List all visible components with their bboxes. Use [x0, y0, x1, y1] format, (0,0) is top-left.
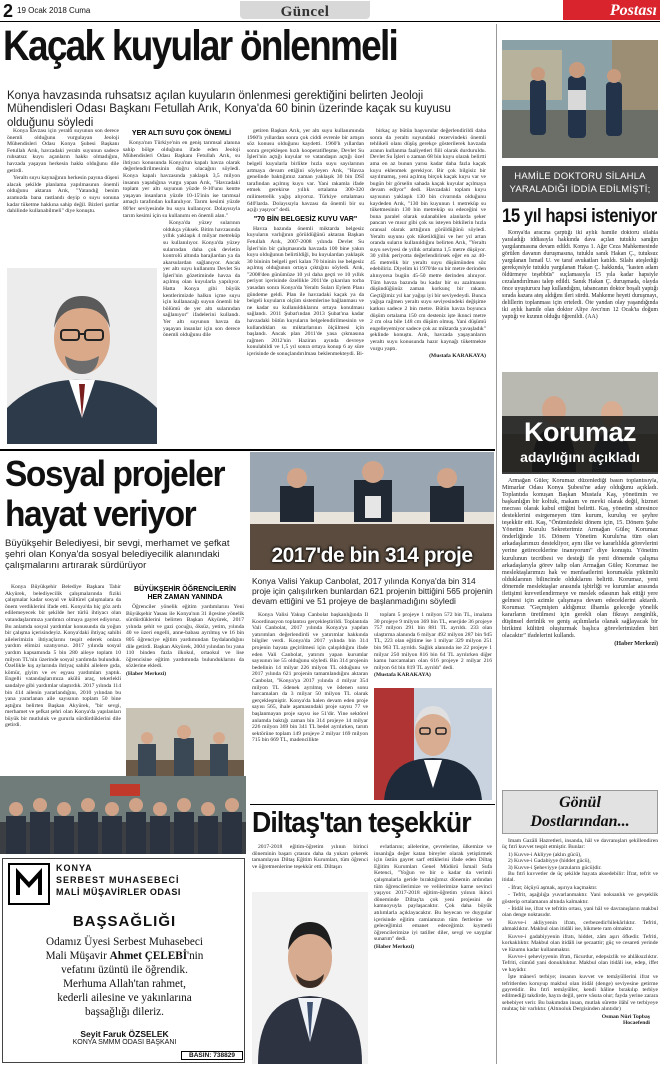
body-column-3 [247, 128, 364, 444]
paragraph: evlatlarını; ailelerine, çevrelerine, ülkemize ve insanlığa değer katan bireyler olarak yetiştirmek için üstün gayret sarf ettiklerini ifade eden Diltaş Eğitim Kurumları Genel Müdürü İsmail Sufa Ketenci, "Yoğun ve bir o kadar da verimli çalışmalarla geride bıraktığımız dönemin ardından tüm öğrencilerimize ve velilerimize karne sevinci yaşıyor. 2017-2018 eğitim-öğretim yılının ikinci döneminde Diltaş'ta çok yeni projesini de kamuoyuyla paylaşacaktır. Çok daha büyük atılımlarla açıklayacaktır. Bu heyecan ve duygular içerisinde eğitim camiamızın tüm fertlerine ve geleceğimizi emanet edeceğimiz kıymetli öğrencilerimize iyi tatiller diler, sevgi ve saygılar sunarım" dedi. [374, 844, 492, 943]
paragraph: Kuvve-i şeheviyyenin ifratı, fücurdur, edepsizlik ve ahlâksızlıktır. Tefriti, cümûd yani donukluktur. Makbul olan itidâli ise, edep, iffet ve hayâdır. [502, 953, 658, 973]
body-column-2 [123, 128, 240, 444]
column-divider [496, 24, 497, 1064]
paragraph: Konya havzası için yeraltı suyunun son derece önemli olduğunu vurgulayan Jeoloji Mühendisleri Odası Konya Şubesi Başkanı Fetullah Arık, havzadaki yeraltı suyunun sadece ruhsatsız kuyu açanların hakkı olmadığını, havzada yaşayan herkesin hakkı olduğunu dile getirdi. [7, 128, 119, 174]
portrait-photo [374, 688, 492, 800]
notice-body [3, 935, 245, 1019]
obituary-ad [2, 858, 245, 1063]
headline: Kaçak kuyular önlenmeli [3, 24, 398, 70]
list-item: 1) Kuvve-i Akliyye (aklın gücü), [508, 851, 582, 858]
story-diltas [250, 806, 494, 1064]
org-line-3: MALİ MÜŞAVİRLER ODASI [56, 887, 181, 897]
news-photo [502, 40, 658, 158]
column-title-1: Gönül [559, 794, 601, 811]
section-divider [250, 804, 495, 805]
notice-line-2 [3, 949, 245, 963]
notice-line-3: vefatını üzüntü ile öğrendik. [61, 964, 188, 976]
body [502, 230, 658, 370]
org-line-2: SERBEST MUHASEBECİ [56, 875, 180, 885]
paragraph: Konya'da aracına çarptığı iki aylık hamile doktoru silahla yaraladığı iddiasıyla hakkında dava açılan tutuklu sanığın yargılanmasına devam edildi. Konya 1. Ağır Ceza Mahkemesinde görülen davanın duruşmasına, tutuklu sanık Hakan Ç., tutuksuz yargılanan İsmail U. ve taraf avukatları katıldı. Silahı ateşlediği gerekçesiyle tutuklu yargılanan Hakan Ç. hakkında, "kasten adam öldürmeye teşebbüs" suçlamasıyla 15 yıla kadar hapsiyle cezalandırılması talep edildi. Sanık Hakan Ç. duruşmada, olayda önce uyuşturucu hap kullandığını, tabancanın doktor boşalt yaptığı sırada kazara ateş aldığını ileri sürdü. Mahkeme heyeti duruşmayı, delillerin toplanması için erteledi. Öte yandan olay yaşandığında iki aylık hamile olan doktor Aliye Avcı'nın 12 Ocak'ta doğum yaptığı ve kızının olduğu öğrenildi. (AA) [502, 230, 658, 320]
body-column-1 [252, 844, 368, 888]
paragraph: Bu fıtrî kuvvetler de üç şekilde hayata aksedebilir: İfrat, tefrit ve itidal. [502, 871, 658, 884]
paragraph: Kuvve-i gadabiyyenin ifratı, hiddet, zâm aşırı öfkedir. Tefriti, korkaklıktır. Makbul olan itidâli ise şecaattir; güç ve cesareti yerinde ve lüzumu kadar kullanmaktır. [502, 933, 658, 953]
notice-line-4: Merhuma Allah'tan rahmet, [63, 978, 186, 990]
author-title: Hocaefendi [622, 1019, 650, 1026]
body-column-4 [370, 128, 486, 444]
byline: (Haber Merkezi) [614, 641, 658, 648]
body-column-2 [374, 844, 492, 1064]
byline: (Mustafa KARAKAYA) [429, 353, 486, 360]
byline: (Haber Merkezi) [126, 670, 167, 677]
paragraph: Konya Valisi Yakup Canbolat başkanlığında İl Koordinasyon toplantısı gerçekleştirildi. Toplantıda Vali Canbolat, 2017 yılında Konya'ya yapılan yatırımları değerlendirdi ve yatırımlar hakkında bilgiler verdi. Konya'da 2017 yılında bin 314 projenin hayata geçirilmesi için çalışıldığını ifade eden Vali Canbolat, yatırım yapan kurumlar sayısının ise 55 olduğunu söyledi. Bin 314 projenin bedelinin 14 milyar 226 milyon TL olduğunu ve 2017 yılında 621 projenin tamamlandığını aktaran Canbolat, "Konya'ya 2017 yılında 4 milyar 354 milyon TL ödenek ayrılmış ve ödenen sonu harcamaları da 3 milyar 50 milyon TL olarak gerçekleşmiştir. Konya'da halen devam eden proje sayısı 565, ihale aşamasındaki proje sayısı 77 ve başlanmayan proje sayısı ise 51'dir. Yine sektörel anlamda baktığı zaman bin 314 projeye 14 milyar 226 milyon 369 bin 341 TL bedel ayrılırken, tarım sektörüne toplam 149 projeye 2 milyar 169 milyon 715 bin 669 TL, madencilikte [252, 612, 368, 744]
story-kacak-kuyular [0, 24, 488, 444]
deck: Büyükşehir Belediyesi, bir sevgi, merhamet ve şefkat şehri olan Konya'da sosyal belediyecilik alanındaki çalışmalarını artırarak sürdürüyor [5, 538, 230, 571]
students-photo [0, 776, 246, 854]
byline: (Haber Merkezi) [374, 943, 415, 950]
column-title-2: Dostlarından... [530, 813, 630, 830]
paragraph: - İfrat; ölçüyü aşmak, aşırıya kaçmaktır. [508, 884, 598, 891]
signer-name: Seyit Faruk ÖZSELEK [80, 1029, 169, 1039]
list-item: 2) Kuvve-i Gadabiyye (hiddet gücü), [508, 858, 591, 865]
photo-caption: 2017'de bin 314 proje [271, 544, 473, 567]
body-column-2 [126, 584, 244, 704]
paragraph: - Tefrit, aşağılığa yuvarlanmaktır. Yani noksanlık ve gevşeklik gösterip ortalamanın altında kalmaktır. [502, 892, 658, 905]
byline: (Mustafa KARAKAYA) [374, 672, 431, 679]
headline: Korumaz [523, 417, 636, 447]
subheading: BÜYÜKŞEHİR ÖĞRENCİLERİN HER ZAMAN YANINDA [134, 586, 236, 601]
kicker-banner [502, 166, 658, 202]
section-divider [0, 449, 495, 451]
notice-line-2-prefix: Mali Müşavir [45, 950, 107, 962]
header-rule [0, 21, 660, 22]
subheadline: adaylığını açıkladı [520, 449, 640, 465]
body-column-1 [7, 128, 119, 268]
notice-title: BAŞSAĞLIĞI [72, 913, 177, 930]
paragraph: Armağan Güleç Korumaz düzenlediği basın toplantısıyla, Mimarlar Odası Konya Şubesi'ne aday olduğunu açıkladı. Toplantıda konuşan Başkan Mustafa Kaş, yönetimin ve başkanlığın bir koltuk, makam ve mevki olarak değil, hizmet mecrası olarak kabul ettiğini belirtti. Kaş, yönetim süresince desteklerini esirgemeyen tüm kurum, kuruluş ve şeyhre teşekkür etti. Kaş, "Önümüzdeki dönem için, 15. Dönem Şube Yönetim Kurulu Sekreterimiz Armağan Güleç Korumaz önderliğinde 16. Dönem Yönetim Kurulu'na tüm olan arkadaşlarımızı destekliyor, aynı ilke ve kararlılıkla görevlerini yerine getireceklerine inanıyorum" diye konuştu. Yönetim kurulunun tecrübesi ve desteği ile yeni dönemde çalışma arkadaşlarıyla görev talip olan Armağan Güleç Korumaz ise meslektaşlarımızı hak ve menfaatlerini korumakla yükümlü olduklarının bilincinde olduklarını belirtti. Korumaz, yeni dönemde meslektaşlar arasında işbirliği ve kurumlar arasında iletişimi kuvvetlendirmeye ve meslek odasının hak ettiği yere gelmesi için azimle çalışmaya devam edeceklerini aktardı. Korumaz "Geçmişten aldığımız ilhamla geleceğe yönelik kararların üretilmesi için gerekli olan fikrayı zenginlik, düşünsel derinlik ve geniş açılımlarla olanak sağlayacak bir birikimi kültürü oluşturmak başlıca görevlerimizden biri olacaktır" ifadelerini kullandı. [502, 478, 658, 640]
body [502, 478, 658, 786]
headline: Diltaş'tan teşekkür [252, 807, 471, 839]
section-title: Güncel [280, 4, 330, 20]
deck: Konya Valisi Yakup Canbolat, 2017 yılında Konya'da bin 314 proje için çalışılırken bunlardan 621 projenin bittiğini 565 projenin devam ettiğini ve 51 projeye de başlanmadığını söyledi [252, 576, 493, 606]
column-gonul-dostlarindan [502, 790, 658, 1064]
deceased-name: Ahmet ÇELEBİ [109, 950, 188, 962]
org-line-1: KONYA [56, 863, 93, 873]
org-header [8, 863, 240, 905]
paragraph: İşte mânevî terbiye; insanın kuvvet ve temâyüllerini ifrat ve tefritlerden koruyup makbul olan itidâl (denge) seviyesine getirme gayretidir. Bu fıtrî temâyüller, kendi hâline bırakılıp terbiye edilmediği takdirde, hayra değil, şerre vâsıta olur; fayda yerine zarara sebebiyet verir. Bu bakımdan insan, mutlak sûrette ilâhî ve terbiyeye muhtaç bir varlıktır. (Altınoluk Dergisinden alıntıdır) [502, 974, 658, 1013]
paragraph: Konya Büyükşehir Belediye Başkanı Tahir Akyürek, belediyecilik çalışmalarında fiziki çalışmalar kadar sosyal ve kültürel çalışmalara da önem verdiklerini ifade etti. Konya'da hiç göz ardı edilemeyecek bir şekilde her türlü ihtiyacı olan vatandaşlarımıza yardımcı olmaya gayret ediyoruz. Bu anlamda sosyal yardımlar konusunda da yoğun bir çalışma içerisindeyiz. Konya'daki ihtiyaç sahibi ailelerimizin ihtiyaçlarını tespit ederek onlara yardım elimizi uzatıyoruz. 2017 yılında sosyal yardım kapsamında 5 bin 280 aileye toplam 10 milyon TL'nin üzerinde sosyal yardımda bulunduk. Özellikle kış aylarında ihtiyaç sahibi ailelere gıda, kömür, giyim ve ev eşyası yardımları yaptık. Engelli vatandaşlarımıza akülü araç, tekerlekli sandalye gibi yardımlar ulaştırdık. 2017 yılında 114 bin 414 ailenin yararlandığını, 2010 yılından bu yana yararlanan aile sayısının toplam 50 bine aştığını belirten Başkan Akyürek, "bir sevgi, merhamet ve şefkat şehri olan Konya'da yapılanları büyük bir mutluluk ve gururla sürdürdüklerini dile getirdi. [5, 584, 121, 729]
author: Osman Nûri Topbaş [601, 1013, 650, 1020]
paragraph: birkaç ay bütün başvurular değerlendirildi daha sonra da yeraltı suyundaki rezervindeki önemli tehlikeli olanı düşüş gerekçe gösterilerek havzada aranın kullanma faaliyetleri fiili olarak durduruldu. Devlet Su İşleri o zaman 68 bin kuyu olarak belirtti ama en az bunun yarısı kadar daha fazla kaçak kuyu eklenmek gerekiyor. Bir çok bilgisiz bir sayılmamış, yeni açılmış birçok kaçak kuyu var ve bugün bir görselin sahada kaçak kuyular açılmaya devam ediyor" dedi. Havzadaki toplam kuyu sayısının yaklaşık 130 bin civarında olduğunu kaydeden Arık, "130 bin kuyunun 1 metreküp su tüketmesinin 130 bin metreküp su edeceğini ve buna paralel olarak sulanabilen alanlarda şeker pancarı ve mısır gibi çok su isteyen bitkilerin hızla oransal olarak arttığının görüldüğünü söyledi. Yeraltı suyunu çok tüketildiğini ve her yıl artan oranda suların kullanıldığını belirten Arık, "Yeraltı suyu seviyesi de yıllık ortalama 1,5 metre düşüyor. 30 yıllık periyotta değerlendirirsek eğer en az 40-45 metrelik bir yeraltı suyu düşümünden söz edebiliriz. Diyelim ki 1970'de su bir metre derinden alınıyorsa bugün 45-50 metre derinden alınıyor. Tüm havza bazında bu kadar bir su azalmasını düşündüğünüz zaman korkunç bir rakam. Geçtiğimiz yıl kar yağışı iyi bir seviyedeydi. Bunca yağışa rağmen yeraltı suyu seviyesindeki değişime katkısı sadece 2 bin metre. Bütün havza boyunca düşüm ortalama 150 cm desteniz işte iknnci metre 2 cm olsa bile 148 cm düşüm olmuş. Yani düşümü engelleyemiyor sadece çok az miktarda yavaşladık" şeklinde konuştu. Arık, havzada yaşayanların yeraltı suyu konusunda hazır kaynağı tüketmekte vurgu yaptı. [370, 128, 486, 352]
body-column-2 [374, 612, 492, 682]
signer-title: KONYA SMMM ODASI BAŞKANI [72, 1039, 177, 1046]
notice-line-5: kederli ailesine ve yakınlarına [57, 992, 192, 1004]
column-title-box [502, 790, 658, 834]
section-tab [240, 1, 370, 19]
paragraph: getiren Başkan Arık, yer altı suyu kullanımında 1960'lı yıllardan sonra çok ciddi evrenle bir artışın söz konusu olduğunu kaydetti. 1960'lı yıllardan sonra gerçekleşen hızlı kooperatifleşme, Devlet Su İşleri'nin açtığı kuyular ve vatandaşın açtığı özel belgeli kuyularla birlikte hızla suyu sayılarının artmaya devam ettiğini söyleyen Arık, "Havza genelinde baktığımız zaman yaklaşık 30 bin DSİ tarafından açılmış kuyu var. Yani rakamla ifade etmek gerekirse yıllık ortalama 300-320 milimetrelik yağış alıyoruz. Türkiye ortalaması 640'larda. Dolayısıyla havzası da önemli bir su açığı yaşıyor" dedi. [247, 128, 364, 214]
notice-line-2-suffix: 'nin [187, 950, 204, 962]
basin-number: BASIN: 738829 [181, 1051, 243, 1060]
org-logo [8, 863, 50, 905]
story-korumaz [502, 372, 658, 786]
paragraph: İmam Gazâli Hazretleri, insanda, hâl ve davranışları şekillendiren üç fıtrî kuvvet tespit etmiştir. Bunlar: [502, 838, 658, 851]
column-body [502, 838, 658, 1064]
paragraph: Öğrenciler yönelik eğitim yardımlarını Yeni Büyükşehir Yasası ile Konya'nın 31 ilçesine yönelik sürdürdüklerini belirten Başkan Akyürek, 2017 yılında şehit ve gazi çocuğu, öksüz, yetim, yılında 40 ve üzeri engelli, anne-babası ayrılmış ve 16 bin 805 öğrenciye eğitim yardımından faydalandığını dile getirdi. Başkan Akyürek, 2004 yılından bu yana 110 binden fazla ilkokul, ortaokul ve lise öğrencisine eğitim yardımında bulunduklarını da sözlerine ekledi. [126, 604, 244, 670]
headline-box [502, 416, 658, 474]
subheading: "70 BİN BELGESİZ KUYU VAR" [253, 215, 358, 223]
portrait-photo [252, 892, 368, 1064]
paragraph: Kuvve-i akliyyenin ifratı, cerbezedir/hilekârlıktır. Tefriti, ahmaklıktır. Makbul olan itidâli ise, hikmete ram olmaktır. [502, 919, 658, 933]
headline: 15 yıl hapsi isteniyor [502, 206, 657, 227]
notice-line-6: başsağlığı dileriz. [85, 1006, 164, 1018]
paragraph: Konya'da yüzey sularının oldukça yüksek. Bitim havzasında yıllık yaklaşık 4 milyar metreküp su kullanılıyor. Konya'da yüzey sularından daha çok devletin kontrolü altında barajlardan ya da akarsulardan sağlanıyor. Ancak yer altı suyu kullanımı Devlet Su İşleri'nin gözetiminde havza da açılmış olan kuyularla yapılıyor. Hatta Konya gibi büyük kentlerimizde halkın içme suyu için kullanacağı suyun önemli bir bölümü de yer altı sularından sağlanıyor" ifadelerini kullandı. Yer altı suyunun havza da yaşayan insanlar için son derece önemli olduğunu dile [163, 220, 240, 339]
headline: Sosyal projeler hayat veriyor [5, 453, 225, 534]
list-item: 3) Kuvve-i Şeheviyye (arzuların gücü)dir. [508, 864, 602, 871]
deck: Konya havzasında ruhsatsız açılan kuyuların önlenmesi gerektiğini belirten Jeoloji Mühendisleri Odası Başkanı Fetullah Arık, Konya'da 60 binin üzerinde kaçak su kuyusu olduğunu söyledi [7, 90, 451, 129]
paragraph: - İtidâl ise, ifrat ve tefritin ortası, yani hâl ve davranışların makbul olan denge noktasıdır. [502, 906, 658, 919]
subheading: YER ALTI SUYU ÇOK ÖNEMLİ [131, 130, 232, 137]
masthead-bar [0, 0, 660, 22]
story-15-yil-hapsi [502, 40, 658, 370]
page-number: 2 [3, 1, 14, 21]
logo-text: Postası [609, 2, 657, 19]
page-date: 19 Ocak 2018 Cuma [17, 6, 91, 15]
paragraph: 2017-2018 eğitim-öğretim yılının birinci döneminin başarı çıtasını daha da yukarı çekerek tamamlayan Diltaş Eğitim Kurumları, tüm öğrenci ve öğretmenlerine teşekkür etti. Diltaşın [252, 844, 368, 870]
body-column-1 [252, 612, 368, 802]
paragraph: Yeraltı suyu kaynağının herkesin payına düşeni alacak şekilde planlama yapılmasının önemli olduğunu aktaran Arık, "Yatandığ benim aramızda bana rastlandı deyip o suyu sonuna kadar tüketme hakkına sahip değil. Bizleri şartlar dahilinde kullanabilmeli" diye konuştu. [7, 175, 119, 215]
kicker-line-1: HAMİLE DOKTORU SİLAHLA [514, 171, 646, 182]
newspaper-logo [563, 0, 660, 20]
kicker-line-2: YARALADIĞI İDDİA EDİLMİŞTİ; [509, 184, 651, 195]
paragraph: Konya'nın Türkiye'nin en geniş tarımsal alanına sahip bölge olduğunu ifade eden Jeoloji Mühendisleri Odası Başkanı Fetullah Arık, su ihtiyacı konusunda Konya'nın kapalı havza olarak değerlendirilmesinin doğru olacağını söyledi. Konya kapalı havzasında yaklaşık 3,5 milyon insanın yaşadığına vurgu yapan Arık, "Havzadaki toplam yer altı suyunun yüzde 8-10'unu kentte yaşayan insanların yüzde 10-15'inin ise tarımsal amaçlı tarafından kullanılıyor. Tarım kesimi yüzde 80'ler seviyesinde bu suyu kullanıyor. Dolayısıyla tarım kesimi için su kullanımı en önemli alan." [123, 140, 240, 219]
notice-line-1: Odamız Üyesi Serbest Muhasebeci [46, 936, 203, 948]
story-bin-314-proje [250, 452, 494, 802]
paragraph: toplam 5 projeye 1 milyon 572 bin TL, imalatta 30 projeye 9 milyon 369 bin TL, enerjide 36 projeye 757 milyon 291 bin 881 TL ayrıldı. 233 olan ulaştırma alanında 6 milyar 492 milyon 287 bin 945 TL, 223 olan eğitime ise 1 milyar 329 milyon 251 bin 963 TL ayrıldı. Sağlık alanında ise 22 projeye 1 milyar 250 milyon 816 bin 64 TL ayrılırken diğer kamu harcamaları olan 616 projeye 2 milyar 216 milyon 64 bin 819 TL ayrıldı" dedi. [374, 612, 492, 671]
paragraph: Havza bazında önemli miktarda belgesiz kuyuların varlığının görüldüğünü aktaran Başkan Fetullah Arık, 2007-2008 yılında Devlet Su İşleri'nin bir çalışmasında havzada 100 bine yakın kuyu olduğunun belirtildiği, bu kuyulardan yaklaşık 30 bininin belgeli geri kalan 70 bininin ise belgesiz açılmış olduğunun ortaya çıktığını söyledi. Arık, "2008'den günümüze 10 yıl daha geçti ve 10 yıllık periyot içerisinde özellikle 2011'de çıkarılan torba yasadan sonra Konya'da Yeraltı Suları Eylem Planı gündeme geldi. Plan ile havzadaki kaçak ya da belgeli kuyuların olçüm sistemlerine bağlanması ve ne kadar su kullanıldıklarını ortaya konulması sağlandı. 2011 Şubat'ından 2013 Şubat'ına kadar havzadaki bütün kuyuların belgelendirilmesinin ve kullandıkları su miktarlarının ölçülmesi için başlandı. Ancak plan 2011'de yasa çıkmasına rağmen 2012'nin Haziran ayında devreye konulabildi ve 1,5 yıl sonra ortaya konup 6 ay süre içerisinde de sonuçlandırılması beklenmekteydi. Bi- [247, 225, 364, 357]
